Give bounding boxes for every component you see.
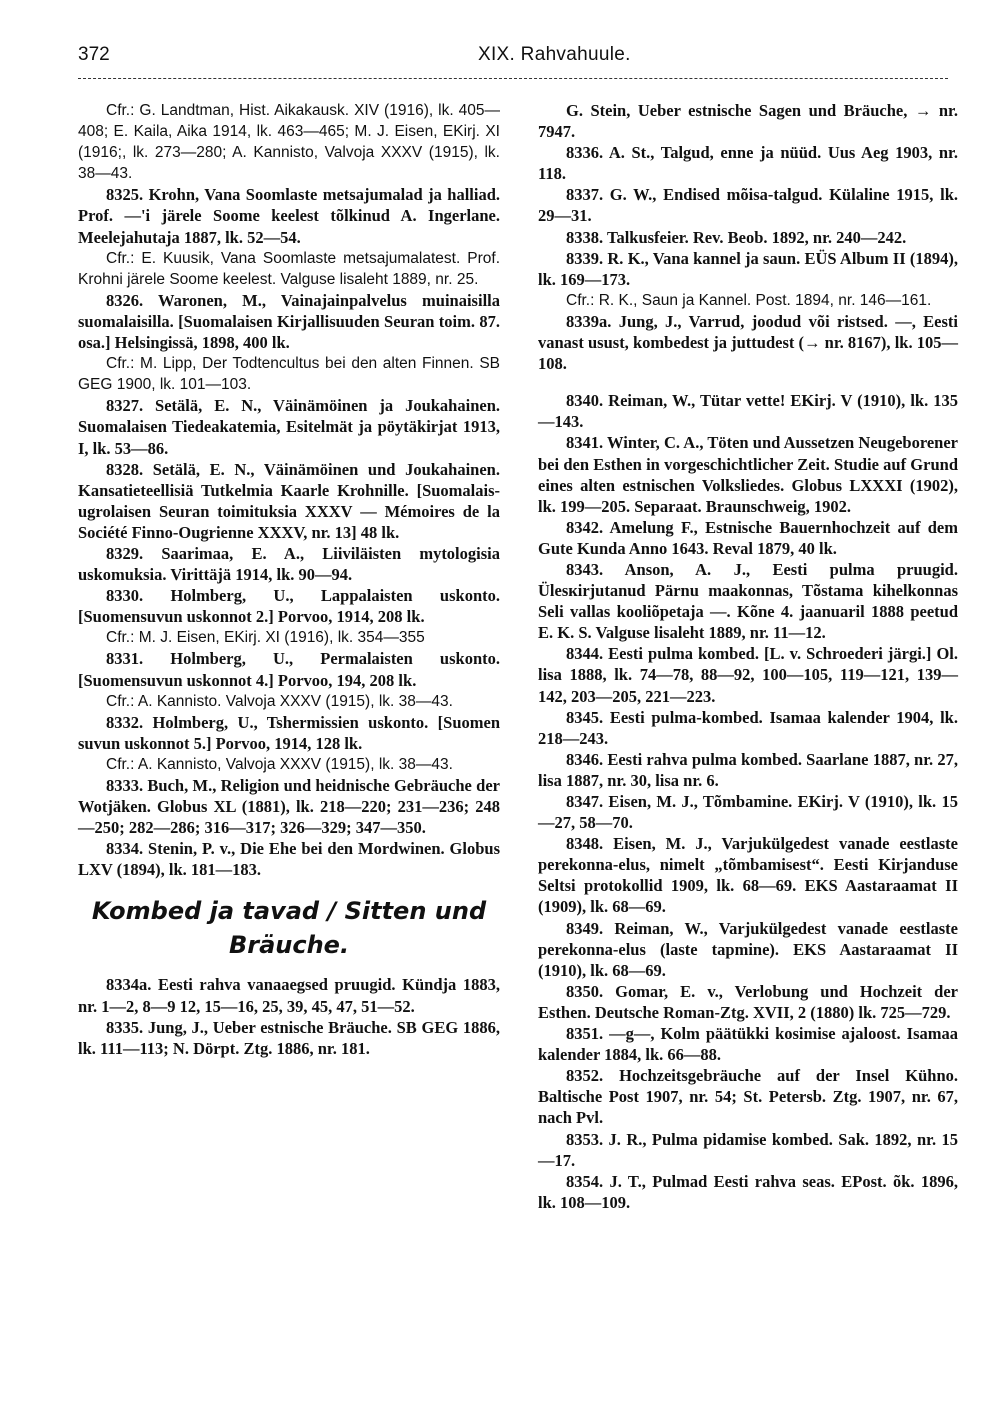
bibliography-entry: 8347. Eisen, M. J., Tõmbamine. EKirj. V (1910), lk. 15—27, 58—70.: [538, 792, 958, 833]
bibliography-entry: 8342. Amelung F., Estnische Bauernhochzeit auf dem Gute Kunda Anno 1643. Reval 1879, 40 lk.: [538, 517, 958, 558]
left-column: [78, 100, 500, 1059]
bibliography-entry: 8334a. Eesti rahva vanaaegsed pruugid. Kündja 1883, nr. 1—2, 8—9 12, 15—16, 25, 39, 45, 47, 51—52.: [78, 975, 500, 1016]
bibliography-entry: 8325. Krohn, Vana Soomlaste metsajumalad ja halliad. Prof. —'i järele Soome keelest tõlkinud A. Ingerlane. Meelejahutaja 1887, lk. 52—54.: [78, 185, 500, 247]
bibliography-entry: 8340. Reiman, W., Tütar vette! EKirj. V (1910), lk. 135—143.: [538, 391, 958, 432]
bibliography-entry: 8353. J. R., Pulma pidamise kombed. Sak. 1892, nr. 15—17.: [538, 1129, 958, 1170]
bibliography-entry: 8336. A. St., Talgud, enne ja nüüd. Uus Aeg 1903, nr. 118.: [538, 143, 958, 184]
running-head: XIX. Rahvahuule.: [478, 44, 631, 65]
right-column: [538, 100, 958, 1213]
bibliography-entry: Cfr.: A. Kannisto. Valvoja XXXV (1915), lk. 38—43.: [106, 692, 453, 710]
right-entries-before: [538, 100, 958, 374]
bibliography-entry: 8354. J. T., Pulmad Eesti rahva seas. EPost. õk. 1896, lk. 108—109.: [538, 1171, 958, 1212]
bibliography-entry: 8345. Eesti pulma-kombed. Isamaa kalender 1904, lk. 218—243.: [538, 707, 958, 748]
bibliography-entry: 8327. Setälä, E. N., Väinämöinen ja Joukahainen. Suomalaisen Tiedeakatemia, Esitelmät ja pöytäkirjat 1913, I, lk. 53—86.: [78, 396, 500, 458]
right-entries-after: [538, 390, 958, 1213]
bibliography-entry: Cfr.: G. Landtman, Hist. Aikakausk. XIV (1916), lk. 405—408; E. Kaila, Aika 1914, lk. 463—465; M. J. Eisen, EKirj. XI (1916;, lk. 273—280; A. Kannisto, Valvoja XXXV (1915), lk. 38—43.: [78, 102, 500, 183]
page-header: [78, 44, 948, 79]
left-entries-after: [78, 974, 500, 1058]
bibliography-entry: 8335. Jung, J., Ueber estnische Bräuche. SB GEG 1886, lk. 111—113; N. Dörpt. Ztg. 1886, nr. 181.: [78, 1017, 500, 1058]
entry-gap: [538, 374, 958, 390]
bibliography-entry: 8341. Winter, C. A., Töten und Aussetzen Neugeborener bei den Esthen in vorgeschichtlicher Zeit. Studie auf Grund eines alten estnischen Volksliedes. Globus LXXXI (1902), lk. 199—205. Separaat. Braunschweig, 1902.: [538, 433, 958, 516]
bibliography-entry: Cfr.: R. K., Saun ja Kannel. Post. 1894, nr. 146—161.: [566, 291, 932, 309]
bibliography-entry: 8346. Eesti rahva pulma kombed. Saarlane 1887, nr. 27, lisa 1887, nr. 30, lisa nr. 6.: [538, 749, 958, 790]
bibliography-entry: 8339a. Jung, J., Varrud, joodud või ristsed. —, Eesti vanast usust, kombedest ja juttudest (→ nr. 8167), lk. 105—108.: [538, 311, 958, 374]
bibliography-entry: Cfr.: M. J. Eisen, EKirj. XI (1916), lk. 354—355: [106, 629, 425, 647]
page-number: 372: [78, 44, 110, 65]
bibliography-entry: 8339. R. K., Vana kannel ja saun. EÜS Album II (1894), lk. 169—173.: [538, 248, 958, 289]
bibliography-entry: 8330. Holmberg, U., Lappalaisten uskonto. [Suomensuvun uskonnot 2.] Porvoo, 1914, 208 lk.: [78, 586, 500, 627]
bibliography-entry: 8334. Stenin, P. v., Die Ehe bei den Mordwinen. Globus LXV (1894), lk. 181—183.: [78, 839, 500, 880]
left-entries-before: [78, 100, 500, 880]
bibliography-entry: 8351. —g—, Kolm päätükki kosimise ajaloost. Isamaa kalender 1884, lk. 66—88.: [538, 1024, 958, 1065]
bibliography-entry: 8333. Buch, M., Religion und heidnische Gebräuche der Wotjäken. Globus XL (1881), lk. 218—220; 231—236; 248—250; 282—286; 316—317; 326—329; 347—350.: [78, 776, 500, 838]
bibliography-entry: 8326. Waronen, M., Vainajainpalvelus muinaisilla suomalaisilla. [Suomalaisen Kirjallisuuden Seuran toim. 87. osa.] Helsingissä, 1898, 400 lk.: [78, 290, 500, 353]
section-title: Kombed ja tavad / Sitten und Bräuche.: [91, 897, 487, 960]
bibliography-entry: 8337. G. W., Endised mõisa-talgud. Külaline 1915, lk. 29—31.: [538, 185, 958, 226]
bibliography-entry: 8344. Eesti pulma kombed. [L. v. Schroederi järgi.] Ol. lisa 1888, lk. 74—78, 88—92, 100—105, 119—121, 139—142, 203—205, 221—223.: [538, 644, 958, 706]
bibliography-entry: 8329. Saarimaa, E. A., Liiviläisten mytologisia uskomuksia. Virittäjä 1914, lk. 90—94.: [78, 543, 500, 585]
bibliography-entry: Cfr.: M. Lipp, Der Todtencultus bei den alten Finnen. SB GEG 1900, lk. 101—103.: [78, 355, 500, 394]
bibliography-entry: Cfr.: E. Kuusik, Vana Soomlaste metsajumalatest. Prof. Krohni järele Soome keelest. Valguse lisaleht 1889, nr. 25.: [78, 249, 500, 288]
bibliography-entry: 8352. Hochzeitsgebräuche auf der Insel Kühno. Baltische Post 1907, nr. 54; St. Petersb. Ztg. 1907, nr. 67, nach Pvl.: [538, 1066, 958, 1128]
bibliography-entry: 8331. Holmberg, U., Permalaisten uskonto. [Suomensuvun uskonnot 4.] Porvoo, 194, 208 lk.: [78, 649, 500, 690]
bibliography-entry: 8328. Setälä, E. N., Väinämöinen und Joukahainen. Kansatieteellisiä Tutkelmia Kaarle Krohnille. [Suomalais-ugrolaisen Seuran toimituksia XXXV — Mémoires de la Société Finno-Ougrienne XXXV, nr. 13] 48 lk.: [78, 459, 500, 542]
bibliography-entry: 8332. Holmberg, U., Tshermissien uskonto. [Suomen suvun uskonnot 5.] Porvoo, 1914, 128 lk.: [78, 712, 500, 753]
bibliography-entry: Cfr.: A. Kannisto, Valvoja XXXV (1915), lk. 38—43.: [106, 755, 453, 773]
bibliography-entry: G. Stein, Ueber estnische Sagen und Bräuche, → nr. 7947.: [538, 101, 958, 142]
bibliography-entry: 8348. Eisen, M. J., Varjukülgedest vanade eestlaste perekonna-elus, nimelt „tõmbamisest“. Eesti Kirjanduse Seltsi protokollid 1909, lk. 68—69. EKS Aastaraamat II (1909), lk. 68—69.: [538, 834, 958, 917]
bibliography-entry: 8343. Anson, A. J., Eesti pulma pruugid. Ülesкirjutanud Pärnu maakonnas, Tõstama kihelkonnas Seli vallas kooliõpetaja —. Kõne 4. jaanuaril 1888 peetud E. K. S. Valguse lisaleht 1889, nr. 11—12.: [538, 559, 958, 643]
bibliography-entry: 8350. Gomar, E. v., Verlobung und Hochzeit der Esthen. Deutsche Roman-Ztg. XVII, 2 (1880) lk. 725—729.: [538, 981, 958, 1022]
bibliography-entry: 8349. Reiman, W., Varjukülgedest vanade eestlaste perekonna-elus (laste tapmine). EKS Aastaraamat II (1910), lk. 68—69.: [538, 918, 958, 980]
bibliography-entry: 8338. Talkusfeier. Rev. Beob. 1892, nr. 240—242.: [566, 227, 907, 247]
